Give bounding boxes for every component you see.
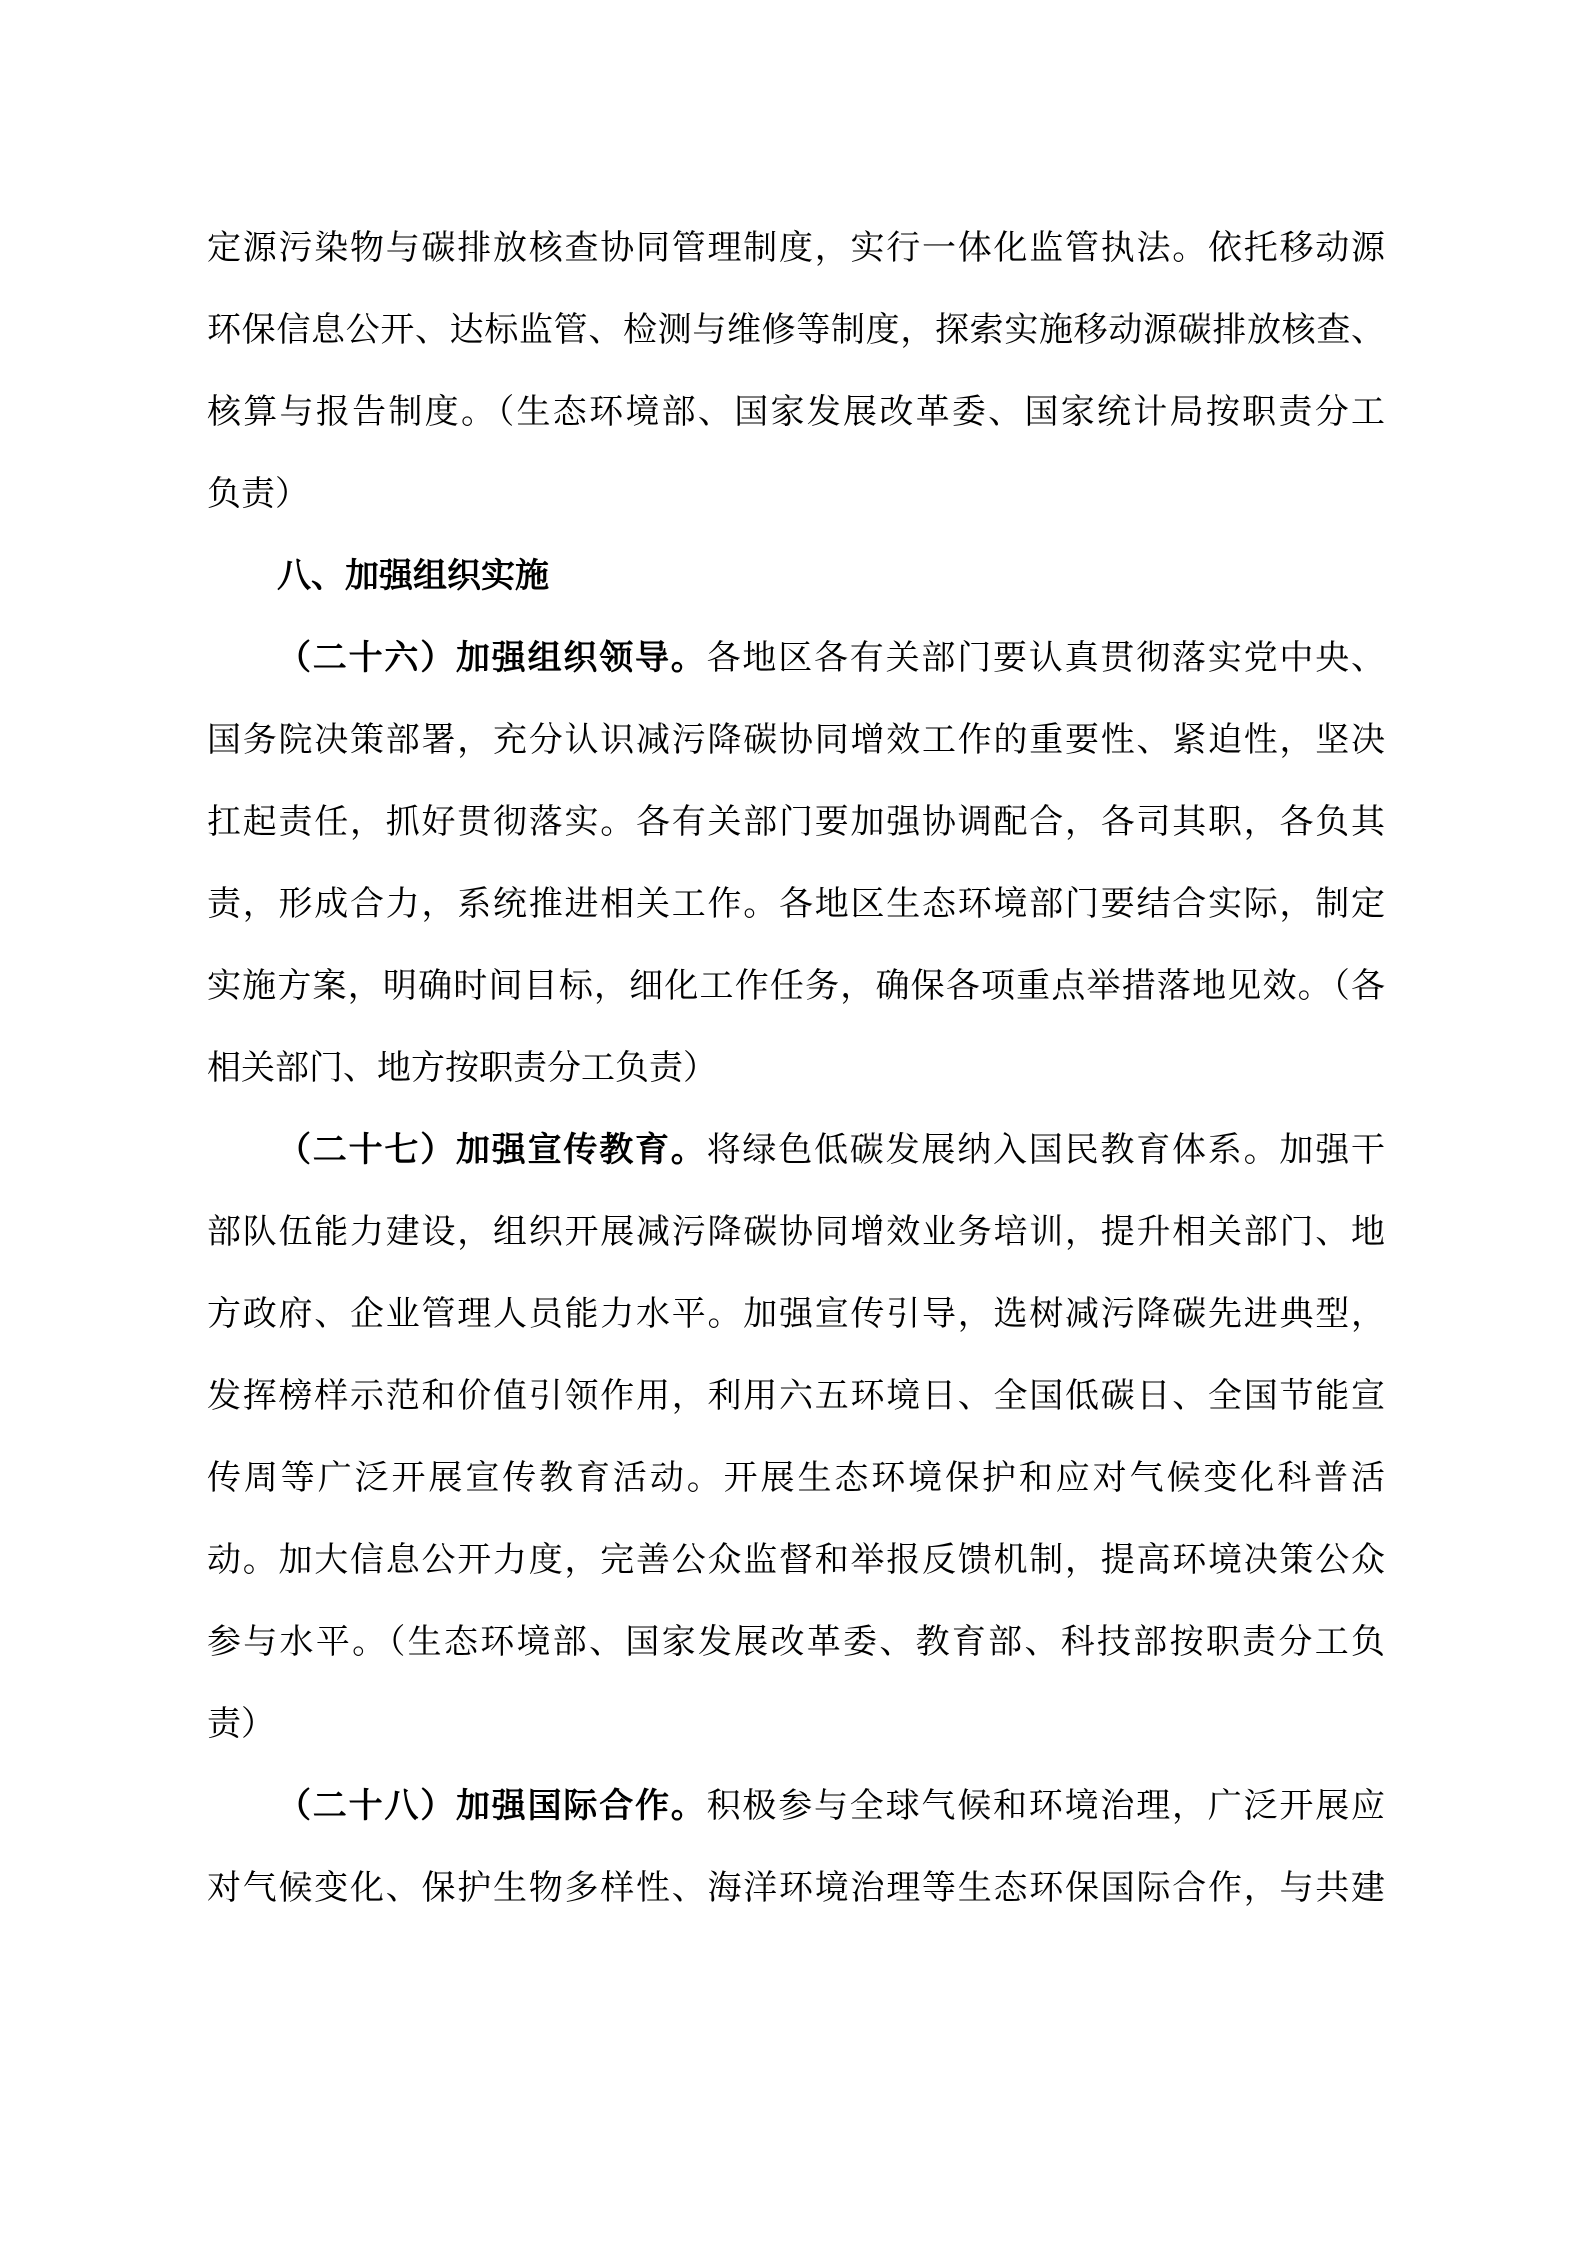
text-line [207,699,1385,781]
bold-text-run: （二十六）加强组织领导。 [277,639,707,677]
text-run: 动。加大信息公开力度，完善公众监督和举报反馈机制，提高环境决策公众 [207,1541,1385,1579]
text-line [207,371,1385,453]
text-run: 对气候变化、保护生物多样性、海洋环境治理等生态环保国际合作，与共建 [207,1869,1385,1907]
text-run: 实施方案，明确时间目标，细化工作任务，确保各项重点举措落地见效。（各 [207,967,1385,1005]
text-line [207,1191,1385,1273]
text-run: 参与水平。（生态环境部、国家发展改革委、教育部、科技部按职责分工负 [207,1623,1385,1661]
text-run: 责，形成合力，系统推进相关工作。各地区生态环境部门要结合实际，制定 [207,885,1385,923]
text-run: 扛起责任，抓好贯彻落实。各有关部门要加强协调配合，各司其职，各负其 [207,803,1385,841]
text-run: 积极参与全球气候和环境治理，广泛开展应 [706,1787,1386,1825]
text-line [207,617,1385,699]
text-run: 环保信息公开、达标监管、检测与维修等制度，探索实施移动源碳排放核查、 [207,311,1385,349]
bold-text-run: 八、加强组织实施 [277,557,549,595]
text-run: 传周等广泛开展宣传教育活动。开展生态环境保护和应对气候变化科普活 [207,1459,1385,1497]
text-line [207,863,1385,945]
text-line [207,1109,1385,1191]
text-run: 责） [207,1705,275,1743]
text-run: 核算与报告制度。（生态环境部、国家发展改革委、国家统计局按职责分工 [207,393,1385,431]
text-run: 国务院决策部署，充分认识减污降碳协同增效工作的重要性、紧迫性，坚决 [207,721,1385,759]
text-line [207,945,1385,1027]
text-run: 负责） [207,475,309,513]
text-run: 部队伍能力建设，组织开展减污降碳协同增效业务培训，提升相关部门、地 [207,1213,1385,1251]
bold-text-run: （二十八）加强国际合作。 [277,1787,707,1825]
text-run: 各地区各有关部门要认真贯彻落实党中央、 [706,639,1386,677]
text-line [207,1847,1385,1929]
text-block [207,207,1385,1929]
text-line [207,1027,1385,1109]
text-line [207,1683,1385,1765]
text-run: 相关部门、地方按职责分工负责） [207,1049,717,1087]
text-line [207,207,1385,289]
text-line [207,289,1385,371]
text-run: 发挥榜样示范和价值引领作用，利用六五环境日、全国低碳日、全国节能宣 [207,1377,1385,1415]
text-line [207,1355,1385,1437]
section-heading [207,535,1385,617]
text-line [207,453,1385,535]
bold-text-run: （二十七）加强宣传教育。 [277,1131,707,1169]
text-line [207,781,1385,863]
text-line [207,1273,1385,1355]
text-line [207,1765,1385,1847]
text-line [207,1519,1385,1601]
text-run: 将绿色低碳发展纳入国民教育体系。加强干 [706,1131,1386,1169]
text-run: 定源污染物与碳排放核查协同管理制度，实行一体化监管执法。依托移动源 [207,229,1385,267]
text-line [207,1437,1385,1519]
text-line [207,1601,1385,1683]
text-run: 方政府、企业管理人员能力水平。加强宣传引导，选树减污降碳先进典型， [207,1295,1385,1333]
